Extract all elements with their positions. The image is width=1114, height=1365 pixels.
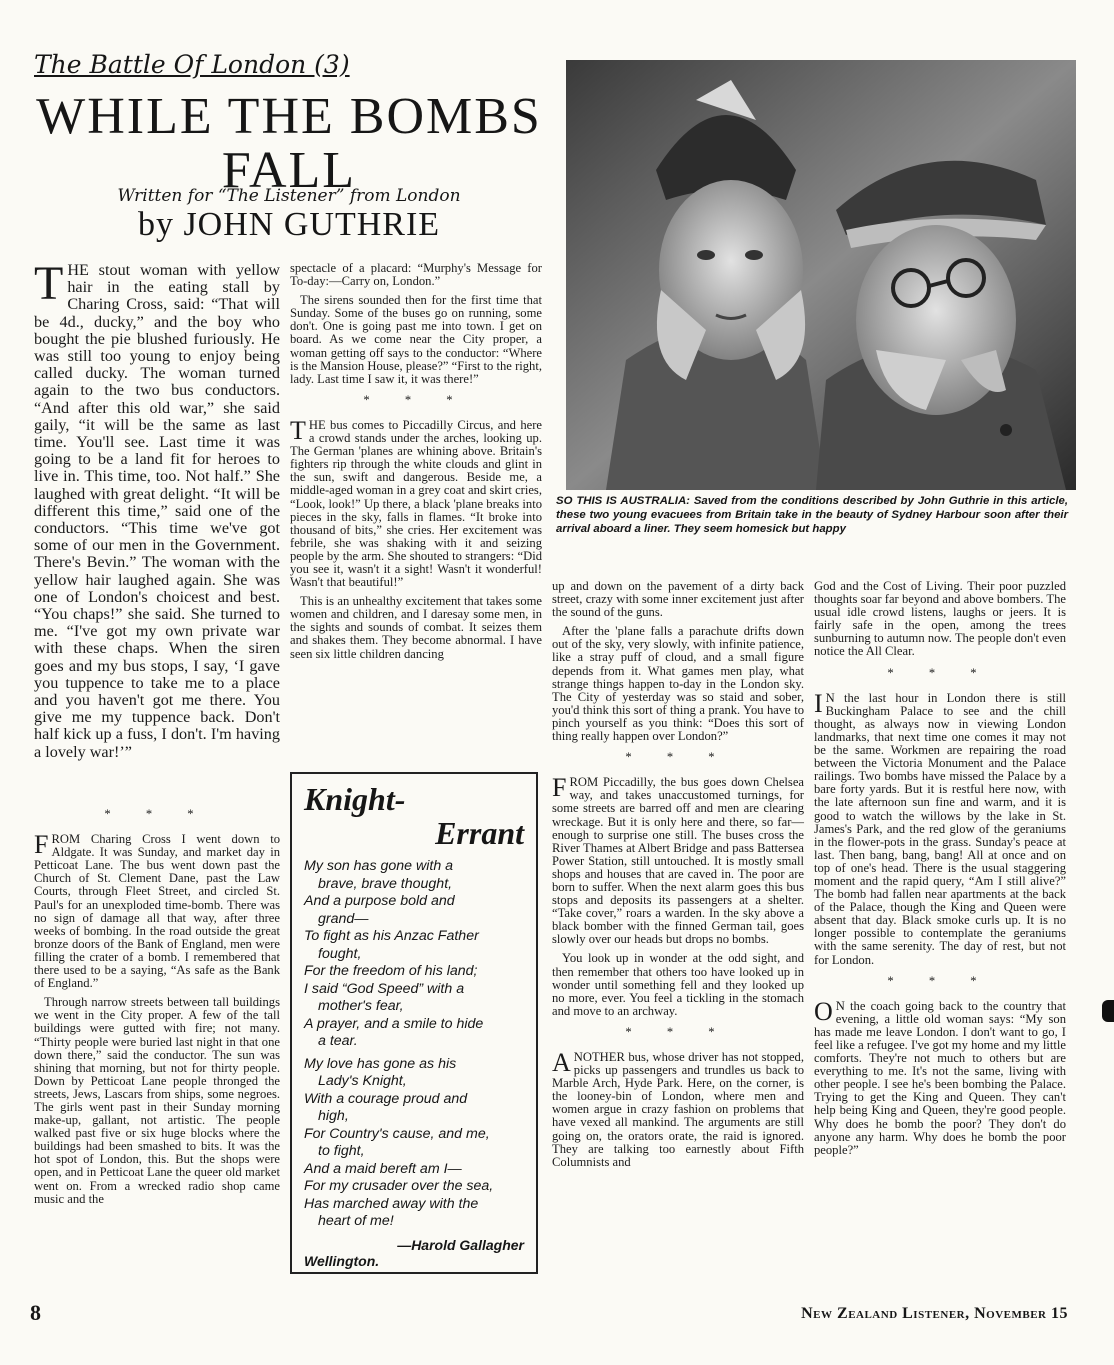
paragraph: You look up in wonder at the odd sight, and then remember that others too have looked up in wonder until something fell and they looked up no more, ever. You feel a tickling in the stomach and move to an archway. [552,951,804,1018]
section-stars: * * * [887,973,993,988]
column-2 [290,262,542,667]
drop-cap: T [290,415,306,445]
publication-footer: New Zealand Listener, November 15 [801,1305,1068,1322]
paragraph: God and the Cost of Living. Their poor puzzled thoughts soar far beyond and above bombers. The usual idle crowd listens, laughs or jeers. It is fairly safe in the open, among the trees sunburning to autumn now. The people don't even notice the All Clear. [814,579,1066,659]
paragraph: This is an unhealthy excitement that takes some women and children, and I daresay some men, in the sights and sounds of combat. It seizes them and shakes them. They become abnormal. I have seen six little children dancing [290,594,542,661]
poem-line: A prayer, and a smile to hide [304,1015,484,1032]
paragraph: NOTHER bus, whose driver has not stopped, picks up passengers and trundles us back to Marble Arch, Hyde Park. Here, on the corner, is the looney-bin of London, where men and women argue in crazy fashion on problems that have vexed all mankind. The arguments are still going on, the orators orate, the raid is ignored. They are talking too earnestly about Fifth Columnists and [552,1050,804,1169]
poem-box [290,772,538,1274]
photo-illustration [566,60,1076,490]
poem-place: Wellington. [304,1252,380,1269]
drop-cap: O [814,996,833,1026]
poem-line: a tear. [318,1033,358,1049]
section-stars: * * * [625,750,731,765]
poem-line: mother's fear, [318,998,404,1014]
poem-author: —Harold Gallagher [397,1236,524,1253]
section-stars: * * * [887,665,993,680]
page-number: 8 [30,1300,41,1325]
paragraph: N the coach going back to the country that evening, a little old woman says: “My son has made me leave London. I don't want to go, I feel like a refugee. I've got my home and my little comforts. They're not much to others but are everything to me. It's not the same, living with other people. I see he's been bombing the Palace. Trying to get the King and Queen. They can't help being King and Queen, they're good people. Why does he bomb the poor? They don't do anyone any harm. Why does he bomb the poor people?” [814,998,1066,1157]
poem-line: Has marched away with the [304,1195,479,1212]
poem-line: And a maid bereft am I— [304,1160,462,1177]
poem-title-line-2: Errant [435,815,524,851]
drop-cap: A [552,1048,571,1077]
paragraph: HE bus comes to Piccadilly Circus, and here a crowd stands under the arches, looking up. The German 'planes are whining above. Britain's fighters rip through the white clouds and glint in the sun, swift and dangerous. Beside me, a middle-aged woman in a grey coat and skirt cries, “Look, look!” Up there, a black 'plane breaks into pieces in the sky, falls in flames. “It broke into thousand of bits,” she cries. Her excitement was febrile, she was shaking with it and seizing people by the arm. She shouted to strangers: “Did you see it, wasn't it a sight! Wasn't it wonderful! Wasn't that beautiful!” [290,417,542,590]
poem-line: to fight, [318,1143,365,1159]
poem-line: grand— [318,910,369,927]
paragraph: After the 'plane falls a parachute drifts down out of the sky, very slowly, with infinite patience, like a stray puff of cloud, and a small figure depends from it. What games men play, what strange things happen to-day in the London sky. The City of yesterday was so staid and sober, you'd think this sort of thing a prank. You have to pinch yourself as you think: “Does this sort of thing really happen over London?” [552,624,804,744]
subtitle: Written for “The Listener” from London [117,186,461,206]
poem-line: I said “God Speed” with a [304,980,465,997]
paragraph: up and down on the pavement of a dirty back street, crazy with some inner excitement just after the sound of the guns. [552,579,804,620]
poem-line: And a purpose bold and [304,893,455,909]
section-stars: * * * [625,1024,731,1039]
poem-line: With a courage proud and [304,1090,468,1107]
registration-mark [1102,1000,1114,1022]
lead-paragraph: HE stout woman with yellow hair in the eating stall by Charing Cross, said: “That will be 4d., ducky,” and the boy who bought the pie blushed furiously. He was still too young to enjoy being called ducky. The woman turned again to the two bus conductors. “And after this old war,” she said gaily, “it will be the same as last time. You'll see. Last time it was going to be a land fit for heroes to live in. This time, too. Not half.” She laughed with great delight. “It will be different this time,” said one of the conductors. “This time we've got some of our men in the Government. There's Bevin.” The woman with the yellow hair laughed again. She was one of London's choicest and best. “You chaps!” she said. She turned to me. “I've got my own private war with these chaps. When the siren goes and my bus stops, I say, ‘I gave you tuppence to take me to a place and you haven't got me there. You give me my tuppence back. Don't half kick up a fuss, I don't. I'm having a lovely war!’” [34,261,280,761]
paragraph: spectacle of a placard: “Murphy's Message for To-day:—Carry on, London.” [290,261,542,289]
paragraph: N the last hour in London there is still Buckingham Palace to see and the chill thought, as always now in viewing London landmarks, that next time one comes it may not be the same. Workmen are repairing the road between the Victoria Monument and the Palace railings. Two bombs have missed the Palace by a bare forty yards. But it is restful here now, with the late afternoon sun fine and warm, and it is good to watch the willows by the lake in St. James's Park, and the red glow of the geraniums in the flower-pots in the grass. Sunday's peace at last. Then bang, bang, bang! All at once and on top of one's head. There is the usual staggering moment and the rapid query, “Am I still alive?” The bomb had fallen near apartments at the back of the Palace, though the King and Queen were absent that day. Black smoke curls up. It is no longer possible to contemplate the geraniums with the same serenity. The day of rest, but not for London. [814,690,1066,967]
column-3 [552,580,804,1175]
drop-cap: F [34,830,49,860]
drop-cap: I [814,688,823,718]
poem-line: To fight as his Anzac Father [304,928,479,944]
paragraph: The sirens sounded then for the first time that Sunday. Some of the buses go on running, some don't. One is going past me into town. I get on board. As we come near the City proper, a woman getting off says to the conductor: “Where is the Mansion House, please?” “First to the right, lady. Last time I saw it, it was there!” [290,293,542,386]
poem-line: My son has gone with a [304,858,454,874]
section-stars: * * * [104,807,210,821]
poem-line: My love has gone as his [304,1055,457,1072]
photo-caption: SO THIS IS AUSTRALIA: Saved from the conditions described by John Guthrie in this article, these two young evacuees from Britain take in the beauty of Sydney Harbour soon after their arrival aboard a liner. They seem homesick but happy [556,495,1068,535]
poem-line: high, [318,1108,349,1124]
paragraph: ROM Charing Cross I went down to Aldgate. It was Sunday, and market day in Petticoat Lane. The bus went down past the Church of St. Clement Dane, past the Law Courts, through Fleet Street, and circled St. Paul's for an unexploded time-bomb. There was no sign of damage all that way, after three weeks of bombing. In the road outside the great bronze doors of the Bank of England, men were filling the crater of a bomb. I remembered that there used to be a saying, “As safe as the Bank of England.” [34,832,280,991]
column-1-lower [34,800,280,1212]
column-1-lead [34,257,280,767]
series-title: The Battle Of London (3) [34,50,350,79]
column-4 [814,580,1066,1163]
poem-line: fought, [318,945,362,962]
poem-line: brave, brave thought, [318,875,453,892]
paragraph: ROM Piccadilly, the bus goes down Chelsea way, and takes unaccustomed turnings, for some streets are barred off and men are clearing wreckage. But it is only here and there, so far—enough to surprise one still. The buses cross the River Thames at Albert Bridge and pass Battersea Power Station, still untouched. It is mostly small shops and houses that are caved in. The poor are born to suffer. When the next alarm goes this bus stops and deposits its passengers at a shelter. “Take cover,” roars a warden. In the sky above a black bomber with the finned German tail, goes slowly over our heads but drops no bombs. [552,775,804,947]
poem-line: For the freedom of his land; [304,963,478,979]
byline: by JOHN GUTHRIE [137,206,441,243]
headline: WHILE THE BOMBS FALL [36,88,542,199]
poem-line: For Country's cause, and me, [304,1125,490,1142]
poem-line: heart of me! [318,1213,394,1229]
poem-line: For my crusader over the sea, [304,1178,494,1194]
paragraph: Through narrow streets between tall buildings we went in the City proper. A few of the tall buildings were gutted with fire; not many. “Thirty people were buried last night in that one down there,” said the conductor. The sun was shining that morning, but not for thirty people. Down by Petticoat Lane people thronged the streets, Jews, Lascars from ships, some negroes. The girls went past in their Sunday morning make-up, gallant, not artistic. The people walked past five or six huge blocks where the buildings had been smashed to bits. It was the hot spot of London, this. But the shops were open, and in Petticoat Lane the queer old market went on. From a wrecked radio shop came music and the [34,995,280,1206]
poem-line: Lady's Knight, [318,1073,407,1089]
poem-title-line-1: Knight- [304,781,406,817]
drop-cap: F [552,773,567,803]
section-stars: * * * [363,392,469,407]
poem-lines [304,858,524,1231]
evacuee-photo [566,60,1076,490]
drop-cap: T [34,257,64,310]
